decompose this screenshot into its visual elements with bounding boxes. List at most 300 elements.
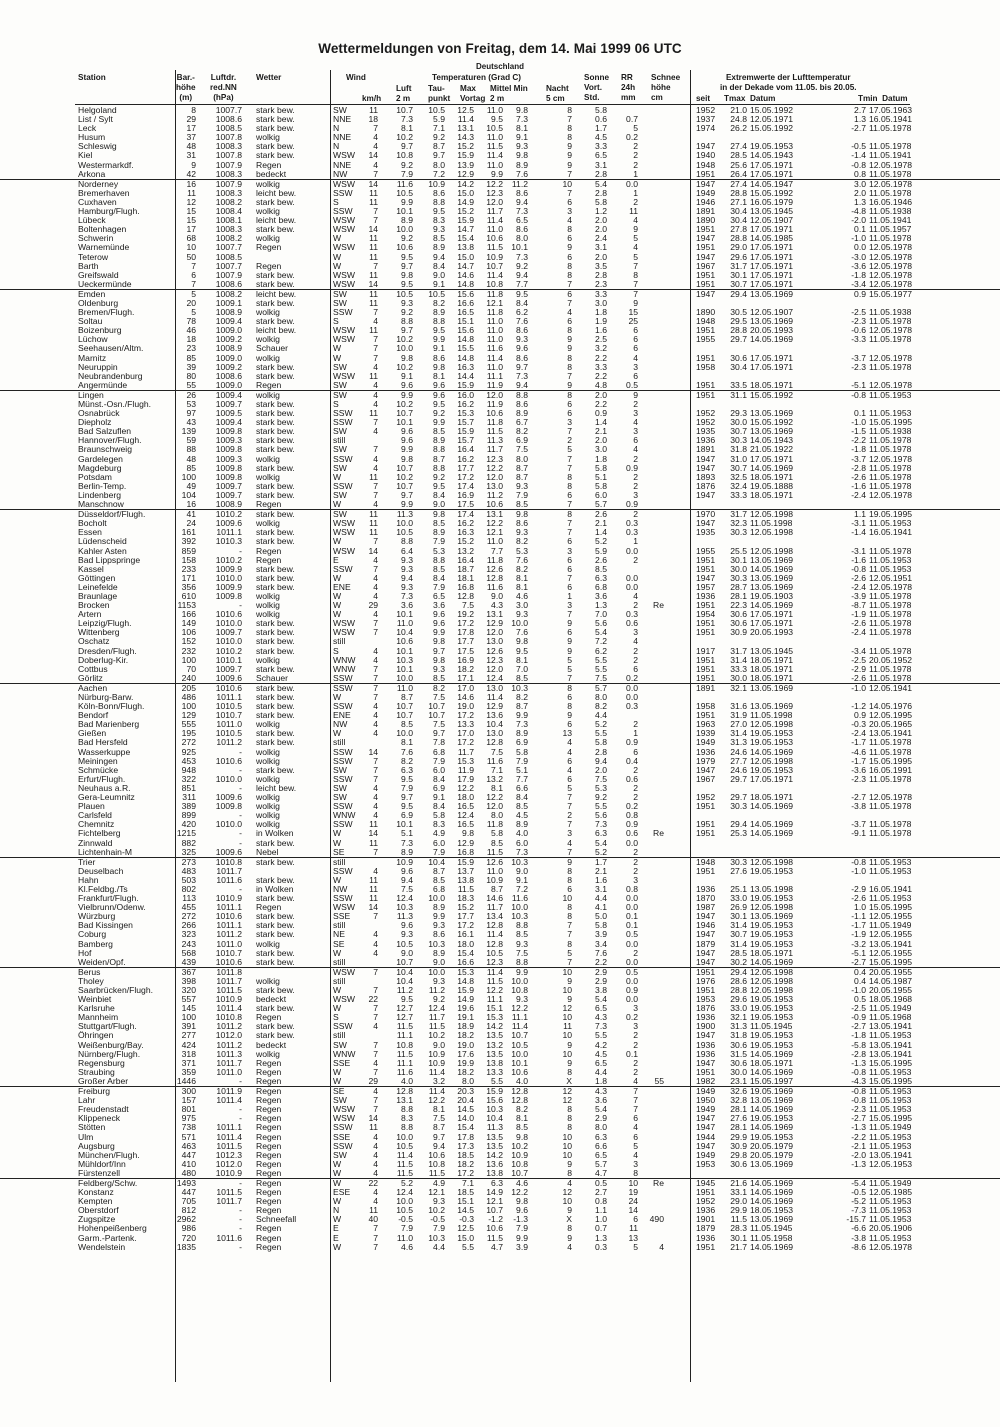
tmax-date: 15.05.1992 [750, 417, 794, 428]
mean-temp: 5.5 [491, 1075, 503, 1086]
max-temp: 15.3 [457, 408, 474, 419]
max-temp: 15.9 [457, 426, 474, 437]
record-since: 1951 [696, 618, 716, 629]
max-temp: 16.2 [457, 453, 474, 464]
air-temp: 9.3 [401, 581, 413, 592]
tmin: -2.2 [851, 435, 866, 446]
record-since: 1949 [696, 1104, 716, 1115]
tmax: 29.0 [730, 1196, 747, 1207]
wind-direction: WSW [333, 278, 355, 289]
min-temp: 9.9 [516, 710, 528, 721]
sunshine: 1.6 [595, 874, 607, 885]
sunshine: 5.4 [595, 994, 607, 1005]
wind-speed: 7 [373, 1104, 378, 1115]
mean-temp: 9.9 [491, 168, 503, 179]
wind-speed: 4 [373, 609, 378, 620]
baro-height: 205 [181, 682, 196, 693]
sunshine: 6.5 [595, 1149, 607, 1160]
station-name: Teterow [78, 251, 109, 262]
tmax-date: 15.05.1992 [750, 123, 794, 134]
station-name: Braunschweig [78, 444, 132, 455]
mean-temp: 5.8 [491, 828, 503, 839]
tmin: -0.6 [851, 325, 866, 336]
mean-temp: 11.4 [486, 215, 503, 226]
record-since: 1936 [696, 1205, 716, 1216]
precip: 4 [633, 636, 638, 647]
record-since: 1936 [696, 746, 716, 757]
baro-height: 802 [181, 883, 196, 894]
wind-direction: WSW [333, 994, 355, 1005]
dew-point: 7.2 [433, 168, 445, 179]
mean-temp: 11.4 [486, 269, 503, 280]
dew-point: 10.4 [428, 856, 445, 867]
wind-direction: E [333, 554, 339, 565]
wind-speed: 22 [368, 1177, 378, 1188]
pressure: 1009.8 [215, 426, 242, 437]
night-temp: 9 [567, 343, 572, 354]
wind-speed: 29 [368, 600, 378, 611]
min-temp: 8.9 [516, 408, 528, 419]
min-temp: 4.0 [516, 1075, 528, 1086]
night-temp: 8 [567, 325, 572, 336]
mean-temp: 11.0 [486, 865, 503, 876]
night-temp: 8 [567, 224, 572, 235]
weather: stark bew. [256, 370, 295, 381]
wind-speed: 7 [373, 1039, 378, 1050]
precip: 4 [633, 352, 638, 363]
weather: wolkig [256, 389, 280, 400]
weather: wolkig [256, 307, 280, 318]
tmin: -1.0 [851, 865, 866, 876]
tmax: 29.4 [730, 819, 747, 830]
wind-direction: still [333, 856, 346, 867]
min-temp: 8.5 [516, 672, 528, 683]
dew-point: 8.6 [433, 187, 445, 198]
pressure: 1012.0 [215, 1030, 242, 1041]
pressure: 1009.3 [215, 435, 242, 446]
max-temp: 18.2 [457, 1158, 474, 1169]
baro-height: 5 [191, 307, 196, 318]
record-since: 1946 [696, 196, 716, 207]
weather: wolkig [256, 206, 280, 217]
sunshine: 5.5 [595, 1030, 607, 1041]
tmin-date: 12.05.1978 [869, 489, 913, 500]
tmax: 31.3 [730, 1021, 747, 1032]
tmax: 27.0 [730, 719, 747, 730]
mean-temp: 10.9 [486, 251, 503, 262]
tmin: -0.5 [851, 1187, 866, 1198]
weather: wolkig [256, 938, 280, 949]
record-since: 1876 [696, 1003, 716, 1014]
baro-height: 24 [186, 518, 196, 529]
tmax: 31.8 [730, 444, 747, 455]
station-name: Tholey [78, 975, 104, 986]
weather: wolkig [256, 590, 280, 601]
station-name: Carlsfeld [78, 810, 112, 821]
tmin-date: 12.05.1978 [869, 453, 913, 464]
pressure: 1009.7 [215, 489, 242, 500]
wind-direction: SSW [333, 819, 353, 830]
wind-speed: 40 [368, 1214, 378, 1225]
tmax: 32.1 [730, 1012, 747, 1023]
dew-point: 8.9 [433, 307, 445, 318]
dew-point: 11.7 [428, 1012, 445, 1023]
air-temp: 9.2 [401, 159, 413, 170]
dew-point: 8.9 [433, 242, 445, 253]
record-since: 1936 [696, 1048, 716, 1059]
air-temp: 4.0 [401, 1075, 413, 1086]
dew-point: 6.8 [433, 883, 445, 894]
wind-direction: W [333, 1241, 342, 1252]
wind-speed: 11 [369, 105, 378, 115]
pressure: 1010.2 [215, 645, 242, 656]
tmax: 23.1 [730, 1075, 747, 1086]
pressure: 1009.8 [215, 462, 242, 473]
tmax: 29.3 [730, 408, 747, 419]
wind-direction: SSE [333, 1057, 351, 1068]
station-name: Schmücke [78, 764, 119, 775]
precip: 0.3 [626, 518, 638, 529]
min-temp: 6.0 [516, 837, 528, 848]
max-temp: 18.5 [457, 1149, 474, 1160]
record-since: 1953 [696, 994, 716, 1005]
wind-speed: 14 [368, 828, 378, 839]
weather: stark bew. [256, 956, 295, 967]
table-row [0, 674, 1000, 683]
weather: wolkig [256, 178, 280, 189]
wind-direction: WNW [333, 810, 356, 821]
station-name: Bremerhaven [78, 187, 130, 198]
dew-point: 7.9 [433, 536, 445, 547]
sunshine: 1.6 [595, 325, 607, 336]
dew-point: 12.1 [428, 1187, 445, 1198]
baro-height: 325 [181, 846, 196, 857]
baro-height: 503 [181, 874, 196, 885]
precip: 2 [633, 1066, 638, 1077]
sunshine: 0.6 [595, 114, 607, 125]
min-temp: 7.3 [516, 206, 528, 217]
max-temp: 17.5 [457, 645, 474, 656]
wind-direction: W [333, 947, 342, 958]
precip: 6 [633, 435, 638, 446]
record-since: 1953 [696, 1158, 716, 1169]
wind-direction: WSW [333, 527, 355, 538]
mean-temp: 7.5 [491, 746, 503, 757]
air-temp: 9.5 [401, 994, 413, 1005]
tmin: -1.8 [851, 444, 866, 455]
min-temp: 11.2 [511, 178, 528, 189]
dew-point: 9.1 [433, 343, 445, 354]
precip: 2 [633, 865, 638, 876]
dew-point: 9.0 [433, 499, 445, 510]
night-temp: 7 [567, 846, 572, 857]
night-temp: 7 [567, 518, 572, 529]
precip: 0.8 [626, 883, 638, 894]
mean-temp: 11.8 [486, 554, 503, 565]
tmin-date: 11.05.1938 [869, 426, 912, 437]
tmin-date: 15.05.1995 [869, 1057, 913, 1068]
max-temp: 17.8 [457, 627, 474, 638]
wind-direction: SW [333, 426, 347, 437]
tmin-date: 12.05.1978 [869, 178, 913, 189]
tmax-date: 13.05.1969 [750, 911, 794, 922]
air-temp: 7.9 [401, 168, 413, 179]
weather: wolkig [256, 975, 280, 986]
air-temp: 9.6 [401, 379, 413, 390]
record-since: 1987 [696, 902, 716, 913]
station-name: Leck [78, 123, 97, 134]
night-temp: 3 [567, 600, 572, 611]
mean-temp: 12.1 [486, 527, 503, 538]
min-temp: 7.9 [516, 1223, 528, 1234]
mean-temp: 13.8 [486, 1057, 503, 1068]
record-since: 1955 [696, 334, 716, 345]
tmin: -9.1 [851, 828, 866, 839]
sunshine: 3.1 [595, 883, 607, 894]
sunshine: 5.4 [595, 1104, 607, 1115]
precip: 11 [629, 1223, 638, 1234]
record-since: 1951 [696, 627, 716, 638]
sunshine: 2.8 [595, 187, 607, 198]
tmax: 29.6 [730, 251, 747, 262]
region-label: Deutschland [475, 62, 524, 71]
tmin-date: 17.05.1963 [869, 105, 913, 115]
pressure: 1010.1 [215, 654, 242, 665]
night-temp: 6 [567, 233, 572, 244]
wind-speed: 7 [373, 307, 378, 318]
tmax: 29.7 [730, 334, 747, 345]
weather: Regen [256, 1086, 282, 1097]
min-temp: 8.0 [516, 233, 528, 244]
air-temp: 10.7 [396, 701, 413, 712]
dew-point: 9.8 [433, 654, 445, 665]
tmax-date: 13.05.1969 [750, 701, 794, 712]
night-temp: 6 [567, 408, 572, 419]
pressure: 1010.9 [215, 1167, 242, 1178]
min-temp: 10.0 [511, 1048, 528, 1059]
min-temp: 10.9 [511, 1149, 528, 1160]
tmin-date: 12.05.1978 [869, 379, 913, 390]
station-name: Seehausen/Altm. [78, 343, 144, 354]
precip: 0.9 [626, 462, 638, 473]
air-temp: 9.7 [401, 489, 413, 500]
tmin: -2.6 [851, 471, 866, 482]
record-since: 1949 [696, 737, 716, 748]
wind-speed: 4 [373, 801, 378, 812]
record-since: 1890 [696, 307, 716, 318]
tmax-date: 14.05.1969 [750, 746, 794, 757]
baro-height: 149 [181, 618, 196, 629]
min-temp: 9.2 [516, 260, 528, 271]
min-temp: 11.4 [511, 1021, 528, 1032]
station-name: Cuxhaven [78, 196, 117, 207]
station-name: Kahler Asten [78, 545, 127, 556]
precip: 0.3 [626, 527, 638, 538]
wind-speed: 18 [368, 114, 378, 125]
sunshine: 5.7 [595, 1158, 607, 1169]
sunshine: 2.8 [595, 746, 607, 757]
mean-temp: 10.5 [486, 947, 503, 958]
air-temp: 7.3 [401, 114, 413, 125]
tmin: -1.0 [851, 682, 866, 693]
pressure: 1011.5 [216, 1187, 242, 1198]
sunshine: 6.5 [595, 150, 607, 161]
air-temp: 10.5 [396, 1140, 413, 1151]
wind-direction: E [333, 1223, 339, 1234]
tmin: -2.8 [851, 462, 866, 473]
max-temp: 15.2 [457, 902, 474, 913]
tmin-date: 20.05.1955 [869, 985, 913, 995]
precip: 2 [633, 1039, 638, 1050]
wind-speed: 11 [369, 269, 378, 280]
mean-temp: 10.8 [486, 278, 503, 289]
pressure: - [239, 764, 242, 775]
max-temp: 12.8 [457, 590, 474, 601]
dew-point: 8.6 [433, 352, 445, 363]
precip: 3 [633, 874, 638, 885]
weather: Regen [256, 1149, 282, 1160]
weather: stark bew. [256, 123, 295, 134]
record-since: 1947 [696, 1030, 716, 1041]
baro-height: 571 [181, 1131, 196, 1142]
weather: stark bew. [256, 627, 295, 638]
precip: 3 [633, 361, 638, 372]
dew-point: 8.7 [433, 1122, 445, 1133]
record-since: 1970 [696, 509, 716, 520]
tmin: -2.0 [851, 1149, 866, 1160]
record-since: 1951 [696, 269, 716, 280]
mean-temp: 10.6 [486, 1223, 503, 1234]
record-since: 1954 [696, 609, 716, 620]
max-temp: 20.4 [457, 1095, 474, 1106]
baro-height: 557 [181, 994, 196, 1005]
sunshine: 3.3 [595, 141, 607, 152]
pressure: 1010.7 [215, 947, 242, 958]
max-temp: 13.8 [457, 242, 474, 253]
tmax: 33.0 [730, 893, 747, 904]
precip: 0.2 [626, 672, 638, 683]
pressure: 1010.0 [215, 618, 242, 629]
dew-point: 9.7 [433, 645, 445, 656]
night-temp: 6 [567, 563, 572, 574]
tmin: 0.4 [854, 966, 866, 977]
dew-point: 11.4 [428, 1066, 445, 1077]
wind-direction: WSW [333, 902, 355, 913]
wind-direction: W [333, 1075, 342, 1086]
tmax: 27.4 [730, 141, 747, 152]
record-since: 1951 [696, 1241, 716, 1252]
dew-point: 8.5 [433, 672, 445, 683]
tmin: -1.0 [851, 233, 866, 244]
wind-speed: 4 [373, 361, 378, 372]
tmax: 31.4 [730, 920, 747, 931]
tmax-date: 14.05.1969 [750, 1122, 794, 1133]
precip: 7 [633, 288, 638, 299]
dew-point: 10.3 [428, 1232, 445, 1243]
wind-speed: 7 [373, 1066, 378, 1077]
tmin-date: 11.05.1953 [869, 1232, 912, 1243]
station-name: Angermünde [78, 379, 128, 390]
min-temp: 9.1 [516, 132, 528, 143]
wind-direction: S [333, 399, 339, 409]
tmax-date: 12.05.1998 [750, 966, 794, 977]
weather: stark bew. [256, 636, 295, 647]
wind-speed: 11 [369, 527, 378, 538]
station-name: Konstanz [78, 1187, 114, 1198]
baro-height: 359 [181, 1066, 196, 1077]
precip: 5 [633, 1241, 638, 1252]
pressure: 1008.3 [215, 168, 242, 179]
precip: 1 [633, 168, 638, 179]
baro-height: 37 [186, 132, 196, 143]
max-temp: 14.8 [457, 278, 474, 289]
tmax: 30.3 [730, 527, 747, 538]
mean-temp: 12.2 [486, 462, 503, 473]
precip: 2 [633, 846, 638, 857]
tmax: 30.7 [730, 462, 747, 473]
wind-speed: 11 [369, 251, 378, 262]
wind-speed: 4 [373, 1187, 378, 1198]
weather: in Wolken [256, 883, 294, 894]
night-temp: 12 [562, 1086, 572, 1097]
tmin-date: 16.05.1991 [869, 764, 913, 775]
station-name: Erfurt/Flugh. [78, 773, 126, 784]
mean-temp: 14.2 [486, 1149, 503, 1160]
wind-direction: SSE [333, 911, 351, 922]
wind-speed: 7 [373, 123, 378, 134]
pressure: 1008.3 [215, 141, 242, 152]
record-since: 1901 [696, 1214, 716, 1225]
dew-point: 10.6 [428, 1149, 445, 1160]
tmax-date: 19.05.1953 [750, 764, 794, 775]
tmin: 2.7 [854, 105, 866, 115]
pressure: 1010.0 [215, 773, 242, 784]
sunshine: 3.3 [595, 288, 607, 299]
station-name: Dresden/Flugh. [78, 645, 137, 656]
baro-height: 166 [181, 609, 196, 620]
station-name: Bendorf [78, 710, 109, 721]
station-name: Freiburg [78, 1086, 110, 1097]
night-temp: 9 [567, 975, 572, 986]
pressure: 1010.5 [215, 701, 242, 712]
mean-temp: 12.3 [486, 956, 503, 967]
min-temp: 10.5 [511, 1039, 528, 1050]
air-temp: 11.1 [396, 1057, 413, 1068]
record-since: 1947 [696, 929, 716, 940]
record-since: 1951 [696, 242, 716, 253]
night-temp: 6 [567, 581, 572, 592]
pressure: 1011.5 [216, 985, 242, 995]
dew-point: 9.9 [433, 334, 445, 345]
min-temp: 7.7 [516, 773, 528, 784]
tmin-date: 11.05.1953 [869, 1196, 912, 1207]
min-temp: 8.9 [516, 159, 528, 170]
max-temp: 11.7 [457, 746, 474, 757]
wind-direction: W [333, 1177, 342, 1188]
baro-height: 16 [186, 178, 196, 189]
wind-speed: 4 [373, 141, 378, 152]
tmin-date: 11.05.1978 [869, 168, 912, 179]
tmin-date: 12.05.1978 [869, 260, 913, 271]
wind-direction: SSW [333, 1021, 353, 1032]
record-since: 1967 [696, 773, 716, 784]
air-temp: 5.1 [401, 828, 413, 839]
tmin: -1.7 [851, 737, 866, 748]
wind-speed: 4 [373, 572, 378, 583]
station-name: Leipzig/Flugh. [78, 618, 132, 629]
mean-temp: 11.0 [486, 224, 503, 235]
sunshine: 8.0 [595, 692, 607, 702]
